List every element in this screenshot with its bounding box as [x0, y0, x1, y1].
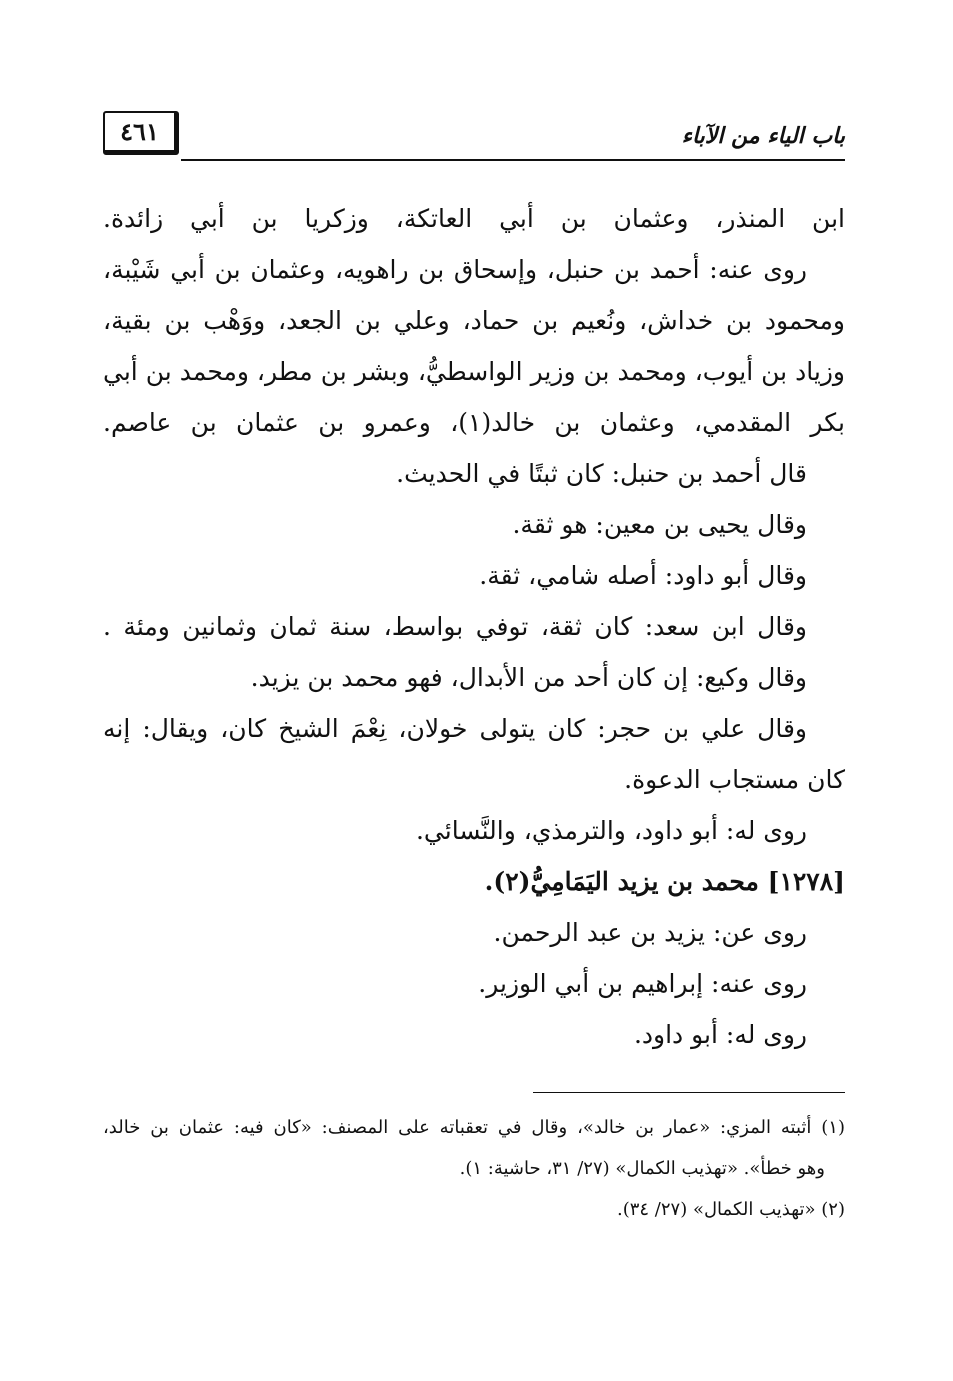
- footnotes: [103, 1107, 845, 1230]
- entry-heading: [١٢٧٨] محمد بن يزيد اليَمَامِيُّ(٢).: [484, 867, 845, 896]
- text-line: روى له: أبو داود.: [633, 1020, 807, 1049]
- text-line: روى عن: يزيد بن عبد الرحمن.: [493, 918, 807, 947]
- text-line: روى عنه: إبراهيم بن أبي الوزير.: [478, 969, 807, 998]
- main-text: [103, 193, 845, 1060]
- text-line: روى له: أبو داود، والترمذي، والنَّسائي.: [415, 816, 807, 845]
- text-line: وقال ابن سعد: كان ثقة، توفي بواسط، سنة ثمان وثمانين ومئة .: [103, 612, 807, 641]
- text-line: وقال وكيع: إن كان أحد من الأبدال، فهو محمد بن يزيد.: [250, 663, 807, 692]
- page-number: ٤٦١: [103, 111, 179, 155]
- text-line: كان مستجاب الدعوة.: [624, 765, 845, 794]
- text-line: وقال علي بن حجر: كان يتولى خولان، نِعْمَ الشيخ كان، ويقال: إنه: [103, 714, 807, 743]
- text-line: وقال أبو داود: أصله شامي، ثقة.: [479, 561, 807, 590]
- footnote-line: (٢) «تهذيب الكمال» (٢٧/ ٣٤).: [616, 1199, 845, 1220]
- running-title: باب الياء من الآباء: [681, 123, 845, 149]
- text-line: روى عنه: أحمد بن حنبل، وإسحاق بن راهويه، وعثمان بن أبي شَيْبة،: [103, 255, 807, 284]
- text-line: ومحمود بن خداش، ونُعيم بن حماد، وعلي بن الجعد، ووَهْب بن بقية،: [103, 306, 845, 335]
- footnote-separator: [533, 1092, 845, 1093]
- footnote-line: وهو خطأ». «تهذيب الكمال» (٢٧/ ٣١، حاشية: ١).: [459, 1158, 825, 1179]
- footnote-line: (١) أثبته المزي: «عمار بن خالد»، وقال في تعقباته على المصنف: «كان فيه: عثمان بن خالد،: [103, 1117, 845, 1138]
- text-line: ابن المنذر، وعثمان بن أبي العاتكة، وزكريا بن أبي زائدة.: [103, 204, 845, 233]
- header-rule: [181, 159, 845, 161]
- text-line: وزياد بن أيوب، ومحمد بن وزير الواسطيُّ، وبشر بن مطر، ومحمد بن أبي: [103, 357, 845, 386]
- text-line: قال أحمد بن حنبل: كان ثبتًا في الحديث.: [396, 459, 807, 488]
- page-header: [103, 103, 845, 161]
- text-line: وقال يحيى بن معين: هو ثقة.: [512, 510, 807, 539]
- text-line: بكر المقدمي، وعثمان بن خالد(١)، وعمرو بن عثمان بن عاصم.: [103, 408, 845, 437]
